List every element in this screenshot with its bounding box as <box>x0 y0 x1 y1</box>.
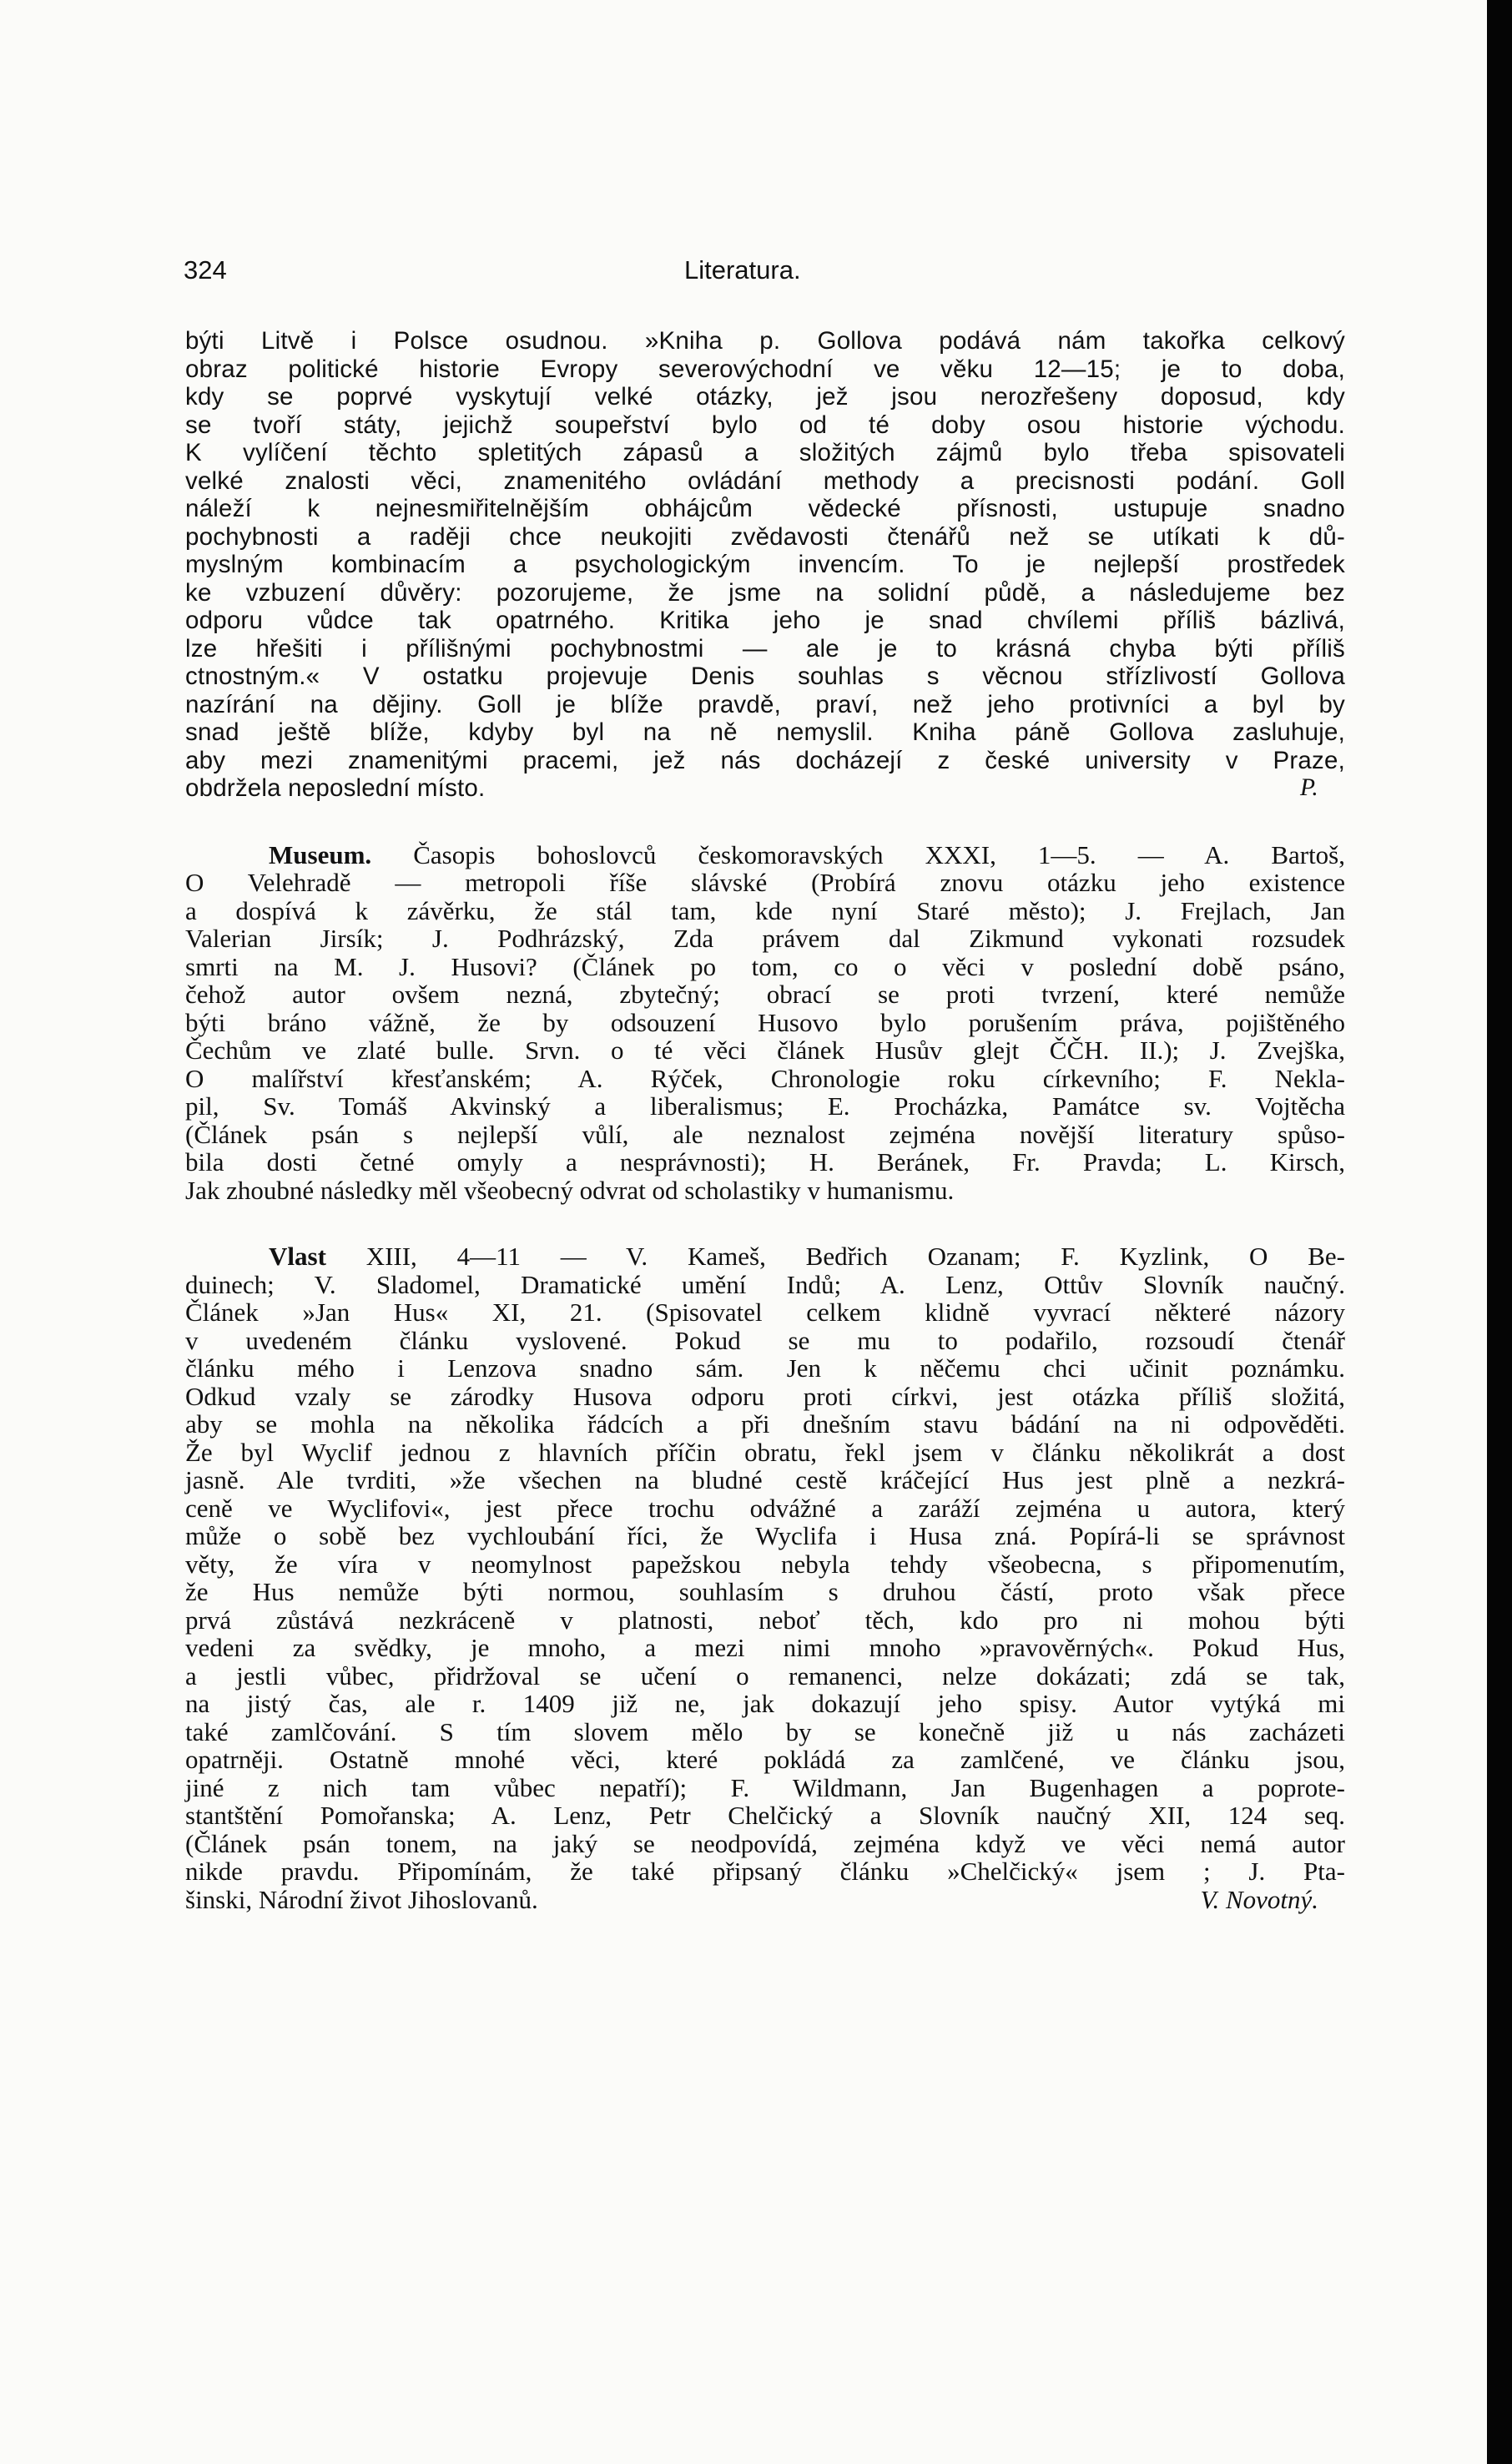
text-line: O Velehradě — metropoli říše slávské (Probírá znovu otázku jeho existence <box>185 868 1345 897</box>
signature: V. Novotný. <box>1200 1884 1318 1914</box>
text-line: ke vzbuzení důvěry: pozorujeme, že jsme na solidní půdě, a následujeme bez <box>185 578 1345 607</box>
text-body <box>185 327 1345 1913</box>
text-line: smrti na M. J. Husovi? (Článek po tom, co o věci v poslední době psáno, <box>185 951 1345 981</box>
text-line: aby se mohla na několika řádcích a při dnešním stavu bádání na ni odpověděti. <box>185 1409 1345 1439</box>
text-line: Jak zhoubné následky měl všeobecný odvrat od scholastiky v humanismu. <box>185 1175 955 1205</box>
text-line: čehož autor ovšem nezná, zbytečný; obrací se proti tvrzení, které nemůže <box>185 980 1345 1009</box>
text-line: stantštění Pomořanska; A. Lenz, Petr Chelčický a Slovník naučný XII, 124 seq. <box>185 1801 1345 1830</box>
text-line: ceně ve Wyclifovi«, jest přece trochu odvážné a zaráží zejména u autora, který <box>185 1493 1345 1523</box>
text-line: O malířství křesťanském; A. Rýček, Chronologie roku církevního; F. Nekla- <box>185 1063 1345 1093</box>
text-line: duinech; V. Sladomel, Dramatické umění Indů; A. Lenz, Ottův Slovník naučný. <box>185 1269 1345 1299</box>
text-line: obdržela neposlední místo. <box>185 774 486 802</box>
text-line: aby mezi znamenitými pracemi, jež nás docházejí z české university v Praze, <box>185 746 1345 774</box>
text-line-last <box>185 774 1345 803</box>
scan-edge <box>1487 0 1512 2464</box>
section-title: Museum. <box>269 839 372 869</box>
text-line: na jistý čas, ale r. 1409 již ne, jak dokazují jeho spisy. Autor vytýká mi <box>185 1689 1345 1718</box>
text-line: náleží k nejnesmiřitelnějším obhájcům vědecké přísnosti, ustupuje snadno <box>185 495 1345 522</box>
text-line: velké znalosti věci, znamenitého ovládání methody a precisnosti podání. Goll <box>185 466 1345 495</box>
text-line: (Článek psán s nejlepší vůlí, ale neznalost zejména novější literatury spůso- <box>185 1119 1345 1149</box>
text-line: myslným kombinacím a psychologickým invencím. To je nejlepší prostředek <box>185 551 1345 578</box>
text-line: K vylíčení těchto spletitých zápasů a složitých zájmů bylo třeba spisovateli <box>185 439 1345 466</box>
review-museum <box>185 841 1345 1205</box>
text-line: věty, že víra v neomylnost papežskou nebyla tehdy všeobecna, s připomenutím, <box>185 1549 1345 1579</box>
text-line: také zamlčování. S tím slovem mělo by se konečně již u nás zacházeti <box>185 1716 1345 1746</box>
text-line: opatrněji. Ostatně mnohé věci, které pokládá za zamlčené, ve článku jsou, <box>185 1745 1345 1774</box>
text-line: článku mého i Lenzova snadno sám. Jen k něčemu chci učinit poznámku. <box>185 1353 1345 1383</box>
text-line: může o sobě bez vychloubání říci, že Wyclifa i Husa zná. Popírá-li se správnost <box>185 1521 1345 1550</box>
text-line: bila dosti četné omyly a nesprávnosti); H. Beránek, Fr. Pravda; L. Kirsch, <box>185 1147 1345 1177</box>
text-line: Odkud vzaly se zárodky Husova odporu proti církvi, jest otázka příliš složitá, <box>185 1381 1345 1411</box>
text-line: že Hus nemůže býti normou, souhlasím s druhou částí, proto však přece <box>185 1577 1345 1606</box>
text-line: býti bráno vážně, že by odsouzení Husovo bylo porušením práva, pojištěného <box>185 1007 1345 1037</box>
text-line: jiné z nich tam vůbec nepatří); F. Wildmann, Jan Bugenhagen a poprote- <box>185 1772 1345 1802</box>
text-line: Valerian Jirsík; J. Podhrázský, Zda právem dal Zikmund vykonati rozsudek <box>185 924 1345 953</box>
text-line: Čechům ve zlaté bulle. Srvn. o té věci článek Husův glejt ČČH. II.); J. Zvejška, <box>185 1035 1345 1065</box>
text-line: a jestli vůbec, přidržoval se učení o remanenci, nelze dokázati; zdá se tak, <box>185 1660 1345 1691</box>
text-line: odporu vůdce tak opatrného. Kritika jeho je snad chvílemi příliš bázlivá, <box>185 607 1345 634</box>
text-line: se tvoří státy, jejichž soupeřství bylo od té doby osou historie východu. <box>185 411 1345 439</box>
text-line: býti Litvě i Polsce osudnou. »Kniha p. Gollova podává nám takořka celkový <box>185 327 1345 355</box>
text-line: prvá zůstává nezkráceně v platnosti, neboť těch, kdo pro ni mohou býti <box>185 1605 1345 1635</box>
text-line: nikde pravdu. Připomínám, že také připsaný článku »Chelčický« jsem ; J. Pta- <box>185 1857 1345 1886</box>
text-line: a dospívá k závěrku, že stál tam, kde nyní Staré město); J. Frejlach, Jan <box>185 895 1345 925</box>
text-line: Že byl Wyclif jednou z hlavních příčin obratu, řekl jsem v článku několikrát a dost <box>185 1437 1345 1467</box>
text-line-first <box>185 841 1345 869</box>
text-line: ctnostným.« V ostatku projevuje Denis souhlas s věcnou střízlivostí Gollova <box>185 663 1345 690</box>
text-line: Článek »Jan Hus« XI, 21. (Spisovatel celkem klidně vyvrací některé názory <box>185 1298 1345 1327</box>
text-line: pochybnosti a raději chce neukojiti zvědavosti čtenářů než se utíkati k dů- <box>185 522 1345 551</box>
text-line-last <box>185 1886 1345 1914</box>
text-line-first <box>185 1242 1345 1271</box>
signature: P. <box>1300 774 1318 801</box>
text-line: lze hřešiti i přílišnými pochybnostmi — ale je to krásná chyba býti příliš <box>185 634 1345 663</box>
text-line: nazírání na dějiny. Goll je blíže pravdě, praví, než jeho protivníci a byl by <box>185 690 1345 718</box>
running-header <box>184 255 1327 289</box>
text-line: v uvedeném článku vyslovené. Pokud se mu to podařilo, rozsoudí čtenář <box>185 1325 1345 1355</box>
text-line: snad ještě blíže, kdyby byl na ně nemyslil. Kniha páně Gollova zasluhuje, <box>185 718 1345 746</box>
text-line: kdy se poprvé vyskytují velké otázky, jež jsou nerozřešeny doposud, kdy <box>185 383 1345 411</box>
text-line: obraz politické historie Evropy severovýchodní ve věku 12—15; je to doba, <box>185 355 1345 383</box>
page-number: 324 <box>184 255 227 285</box>
text-line: jasně. Ale tvrditi, »že všechen na bludné cestě kráčející Hus jest plně a nezkrá- <box>185 1465 1345 1494</box>
text-line: XIII, 4—11 — V. Kameš, Bedřich Ozanam; F. Kyzlink, O Be- <box>325 1242 1345 1271</box>
text-line: šinski, Národní život Jihoslovanů. <box>185 1884 538 1914</box>
text-line: pil, Sv. Tomáš Akvinský a liberalismus; E. Procházka, Památce sv. Vojtěcha <box>185 1091 1345 1121</box>
text-line: vedeni za svědky, je mnoho, a mezi nimi mnoho »pravověrných«. Pokud Hus, <box>185 1633 1345 1662</box>
running-title: Literatura. <box>684 255 801 285</box>
section-title: Vlast <box>269 1242 326 1271</box>
review-vlast <box>185 1242 1345 1913</box>
text-line: Časopis bohoslovců českomoravských XXXI, 1—5. — A. Bartoš, <box>371 839 1345 869</box>
text-line: (Článek psán tonem, na jaký se neodpovídá, zejména když ve věci nemá autor <box>185 1828 1345 1858</box>
review-goll <box>185 327 1345 803</box>
